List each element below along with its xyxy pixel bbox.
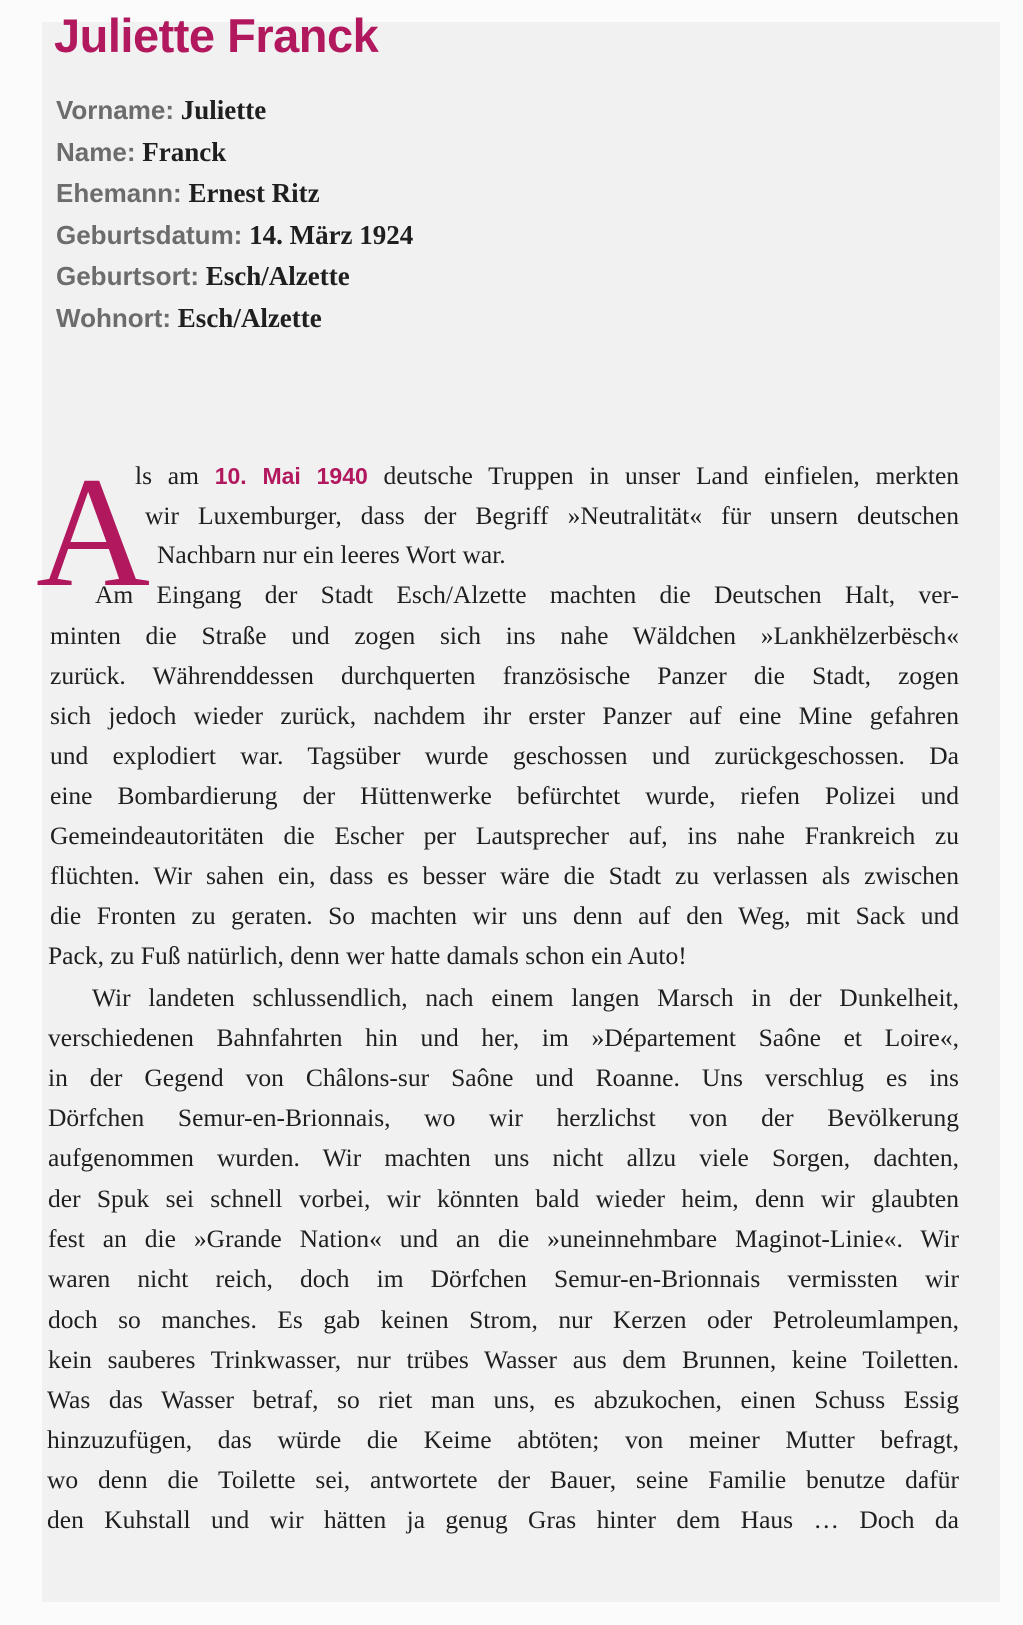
body-line: minten die Straße und zogen sich ins nahe Wäldchen »Lankhëlzerbësch« xyxy=(50,621,959,650)
fact-value: Ernest Ritz xyxy=(188,178,320,209)
body-line-end: deutsche Truppen in unser Land einfielen, merkten xyxy=(367,461,960,490)
fact-value: 14. März 1924 xyxy=(249,219,414,250)
fact-residence xyxy=(56,298,413,340)
fact-birth-date xyxy=(56,215,413,257)
body-line: fest an die »Grande Nation« und an die »uneinnehmbare Maginot-Linie«. Wir xyxy=(48,1224,959,1253)
body-line: flüchten. Wir sahen ein, dass es besser wäre die Stadt zu verlassen als zwischen xyxy=(50,861,959,890)
fact-husband xyxy=(56,173,413,215)
body-line: den Kuhstall und wir hätten ja genug Gras hinter dem Haus … Doch da xyxy=(47,1505,959,1534)
body-line: aufgenommen wurden. Wir machten uns nicht allzu viele Sorgen, dachten, xyxy=(48,1143,959,1172)
drop-cap: A xyxy=(36,445,151,620)
fact-value: Esch/Alzette xyxy=(177,302,322,333)
fact-value: Esch/Alzette xyxy=(205,261,350,292)
fact-label: Ehemann: xyxy=(56,178,182,209)
body-line: Nachbarn nur ein leeres Wort war. xyxy=(157,540,506,569)
body-line: kein sauberes Trinkwasser, nur trübes Wasser aus dem Brunnen, keine Toiletten. xyxy=(48,1345,959,1374)
body-line: zurück. Währenddessen durchquerten französische Panzer die Stadt, zogen xyxy=(50,661,959,690)
body-line: Pack, zu Fuß natürlich, denn wer hatte damals schon ein Auto! xyxy=(48,941,687,970)
fact-label: Vorname: xyxy=(56,95,174,125)
personal-details xyxy=(56,90,413,340)
body-line: verschiedenen Bahnfahrten hin und her, im »Département Saône et Loire«, xyxy=(48,1023,959,1052)
fact-label: Geburtsdatum: xyxy=(56,219,243,250)
body-line: eine Bombardierung der Hüttenwerke befürchtet wurde, riefen Polizei und xyxy=(50,781,959,810)
fact-value: Franck xyxy=(142,136,227,167)
body-line: Am Eingang der Stadt Esch/Alzette machten die Deutschen Halt, ver- xyxy=(95,580,959,609)
body-line: Was das Wasser betraf, so riet man uns, es abzukochen, einen Schuss Essig xyxy=(47,1385,959,1414)
body-line: sich jedoch wieder zurück, nachdem ihr erster Panzer auf eine Mine gefahren xyxy=(50,701,959,730)
body-line: Dörfchen Semur-en-Brionnais, wo wir herzlichst von der Bevölkerung xyxy=(48,1103,959,1132)
fact-label: Name: xyxy=(56,136,136,167)
body-line-start: ls am xyxy=(135,461,215,490)
body-line: der Spuk sei schnell vorbei, wir könnten bald wieder heim, denn wir glaubten xyxy=(48,1184,959,1213)
body-line: wo denn die Toilette sei, antwortete der Bauer, seine Familie benutze dafür xyxy=(47,1465,959,1494)
fact-label: Geburtsort: xyxy=(56,261,199,292)
body-line: doch so manches. Es gab keinen Strom, nur Kerzen oder Petroleumlampen, xyxy=(48,1305,959,1334)
body-line: hinzuzufügen, das würde die Keime abtöten; von meiner Mutter befragt, xyxy=(47,1425,959,1454)
fact-first-name xyxy=(56,90,413,132)
page-title: Juliette Franck xyxy=(54,9,379,62)
fact-birth-place xyxy=(56,256,413,298)
highlighted-date: 10. Mai 1940 xyxy=(214,463,368,489)
fact-last-name xyxy=(56,132,413,174)
body-line: in der Gegend von Châlons-sur Saône und Roanne. Uns verschlug es ins xyxy=(48,1063,959,1092)
body-line: und explodiert war. Tagsüber wurde geschossen und zurückgeschossen. Da xyxy=(50,741,959,770)
fact-value: Juliette xyxy=(180,95,267,125)
body-line: Wir landeten schlussendlich, nach einem langen Marsch in der Dunkelheit, xyxy=(92,983,959,1012)
body-line: die Fronten zu geraten. So machten wir uns denn auf den Weg, mit Sack und xyxy=(50,901,959,930)
body-line: wir Luxemburger, dass der Begriff »Neutralität« für unsern deutschen xyxy=(145,501,959,530)
body-line: Gemeindeautoritäten die Escher per Lautsprecher auf, ins nahe Frankreich zu xyxy=(50,821,959,850)
fact-label: Wohnort: xyxy=(56,302,172,333)
body-line xyxy=(135,458,959,494)
body-line: waren nicht reich, doch im Dörfchen Semur-en-Brionnais vermissten wir xyxy=(48,1264,959,1293)
